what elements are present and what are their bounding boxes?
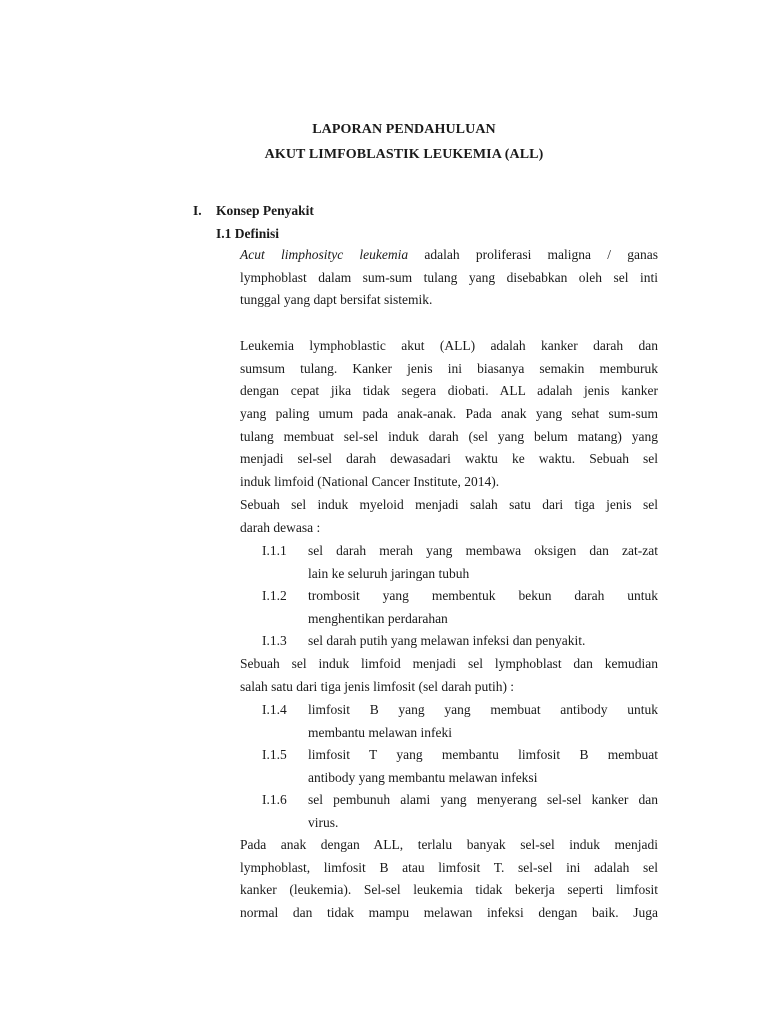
list-item-text: sel darah merah yang membawa oksigen dan zat-zat — [308, 543, 658, 558]
list-item-number: I.1.2 — [262, 588, 287, 603]
paragraph-line: yang paling umum pada anak-anak. Pada anak yang sehat sum-sum — [240, 406, 658, 422]
paragraph-line: tulang membuat sel-sel induk darah (sel yang belum matang) yang — [240, 428, 658, 444]
definition-paragraph — [240, 244, 658, 312]
leukemia-paragraph — [240, 335, 658, 494]
myeloid-paragraph — [240, 494, 658, 539]
list-item-text: sel pembunuh alami yang menyerang sel-sel kanker dan — [308, 792, 658, 807]
paragraph-line: lymphoblast, limfosit B atau limfosit T. sel-sel ini adalah sel — [240, 859, 658, 875]
paragraph-line: salah satu dari tiga jenis limfosit (sel darah putih) : — [240, 678, 515, 694]
subsection-heading: I.1 Definisi — [216, 226, 280, 241]
list-item-number: I.1.5 — [262, 747, 287, 762]
list-item-text: limfosit T yang membantu limfosit B membuat — [308, 747, 658, 762]
list-item-text: membantu melawan infeki — [308, 724, 452, 740]
list-item-text: virus. — [308, 814, 339, 830]
list-item-text: limfosit B yang yang membuat antibody untuk — [308, 702, 658, 717]
list-item-text: menghentikan perdarahan — [308, 610, 448, 626]
list-item-text: antibody yang membantu melawan infeksi — [308, 769, 538, 785]
list-item-text: sel darah putih yang melawan infeksi dan penyakit. — [308, 633, 586, 648]
list-item-number: I.1.1 — [262, 543, 287, 558]
paragraph-line: normal dan tidak mampu melawan infeksi dengan baik. Juga — [240, 905, 658, 921]
paragraph-line: sumsum tulang. Kanker jenis ini biasanya semakin memburuk — [240, 360, 658, 376]
document-title-line2: AKUT LIMFOBLASTIK LEUKEMIA (ALL) — [264, 147, 544, 162]
paragraph-line: Sebuah sel induk myeloid menjadi salah satu dari tiga jenis sel — [240, 497, 658, 512]
italic-term: Acut limphosityc leukemia — [240, 247, 409, 262]
document-title-line1: LAPORAN PENDAHULUAN — [312, 122, 496, 137]
paragraph-line: Sebuah sel induk limfoid menjadi sel lymphoblast dan kemudian — [240, 656, 658, 671]
paragraph-line: dengan cepat jika tidak segera diobati. ALL adalah jenis kanker — [240, 383, 658, 399]
paragraph-line: menjadi sel-sel darah dewasadari waktu ke waktu. Sebuah sel — [240, 451, 658, 467]
paragraph-line: lymphoblast dalam sum-sum tulang yang disebabkan oleh sel inti — [240, 269, 658, 285]
list-item-number: I.1.6 — [262, 792, 287, 807]
paragraph-line: tunggal yang dapt bersifat sistemik. — [240, 292, 433, 308]
paragraph-text: adalah proliferasi maligna / ganas — [408, 247, 658, 262]
paragraph-line: Leukemia lymphoblastic akut (ALL) adalah kanker darah dan — [240, 338, 658, 353]
paragraph-line — [240, 244, 658, 267]
paragraph-line: kanker (leukemia). Sel-sel leukemia tidak bekerja seperti limfosit — [240, 882, 658, 898]
paragraph-line: Pada anak dengan ALL, terlalu banyak sel-sel induk menjadi — [240, 837, 658, 852]
section-heading: Konsep Penyakit — [216, 203, 314, 218]
all-paragraph — [240, 834, 658, 925]
list-item-number: I.1.4 — [262, 702, 287, 717]
section-number: I. — [193, 203, 202, 218]
list-item-text: trombosit yang membentuk bekun darah untuk — [308, 588, 658, 603]
list-item-number: I.1.3 — [262, 633, 287, 648]
list-item-text: lain ke seluruh jaringan tubuh — [308, 565, 470, 581]
lymphoid-paragraph — [240, 653, 658, 698]
paragraph-line: induk limfoid (National Cancer Institute, 2014). — [240, 474, 500, 490]
paragraph-line: darah dewasa : — [240, 519, 321, 535]
